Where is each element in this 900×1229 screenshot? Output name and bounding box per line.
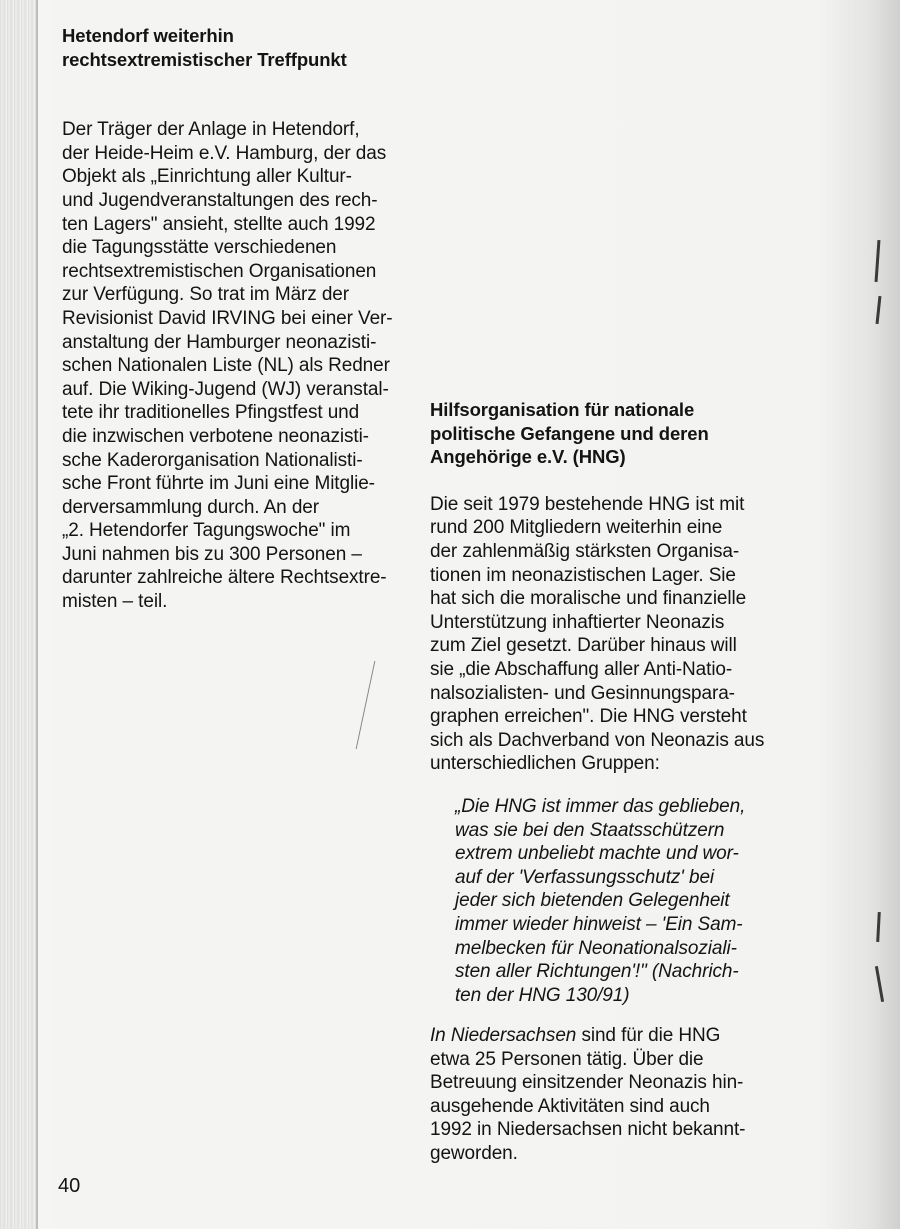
heading-line: Hetendorf weiterhin: [62, 25, 234, 46]
text-line: Objekt als „Einrichtung aller Kultur-: [62, 166, 352, 188]
text-line: sich als Dachverband von Neonazis aus: [430, 729, 765, 751]
left-column: [62, 24, 402, 614]
scan-artifact: [875, 240, 881, 282]
heading-line: Angehörige e.V. (HNG): [430, 446, 626, 468]
quote-line: auf der 'Verfassungsschutz' bei: [455, 866, 715, 888]
text-line: darunter zahlreiche ältere Rechtsextre-: [62, 567, 387, 589]
niedersachsen-paragraph: [430, 1024, 780, 1166]
heading-line: rechtsextremistischer Treffpunkt: [62, 48, 347, 70]
text-line: zur Verfügung. So trat im März der: [62, 284, 349, 306]
quote-line: „Die HNG ist immer das geblieben,: [455, 796, 746, 817]
text-line: schen Nationalen Liste (NL) als Redner: [62, 355, 390, 377]
text-line: Revisionist David IRVING bei einer Ver-: [62, 307, 393, 329]
text-line: der zahlenmäßig stärksten Organisa-: [430, 540, 740, 562]
scan-artifact: [356, 661, 376, 749]
text-line: anstaltung der Hamburger neonazisti-: [62, 331, 377, 353]
text-line: und Jugendveranstaltungen des rech-: [62, 189, 378, 211]
text-line: Die seit 1979 bestehende HNG ist mit: [430, 493, 745, 515]
text-line: tete ihr traditionelles Pfingstfest und: [62, 402, 360, 424]
text-line: rechtsextremistischen Organisationen: [62, 260, 377, 282]
text-line: Der Träger der Anlage in Hetendorf,: [62, 119, 360, 141]
quote-line: jeder sich bietenden Gelegenheit: [455, 890, 730, 912]
page-binding-shadow: [0, 0, 38, 1229]
text-line: geworden.: [430, 1142, 518, 1164]
quote-line: was sie bei den Staatsschützern: [455, 819, 725, 841]
quote-line: extrem unbeliebt machte und wor-: [455, 843, 739, 865]
scan-artifact: [876, 296, 882, 324]
text-line: Unterstützung inhaftierter Neonazis: [430, 611, 725, 633]
text-line: auf. Die Wiking-Jugend (WJ) veranstal-: [62, 378, 389, 400]
text-line: „2. Hetendorfer Tagungswoche" im: [62, 520, 351, 542]
scan-artifact: [875, 966, 884, 1002]
hng-paragraph: [430, 493, 780, 776]
text-line: 1992 in Niedersachsen nicht bekannt-: [430, 1119, 746, 1141]
text-line: zum Ziel gesetzt. Darüber hinaus will: [430, 635, 737, 657]
text-line: sche Front führte im Juni eine Mitglie-: [62, 473, 375, 495]
text-line: hat sich die moralische und finanzielle: [430, 588, 747, 610]
quote-line: sten aller Richtungen'!" (Nachrich-: [455, 961, 739, 983]
section-heading-hng: [430, 398, 780, 469]
right-column: [430, 398, 780, 776]
text-line: rund 200 Mitgliedern weiterhin eine: [430, 517, 723, 539]
text-line: der Heide-Heim e.V. Hamburg, der das: [62, 142, 387, 164]
text-line: Juni nahmen bis zu 300 Personen –: [62, 543, 362, 565]
text-fragment: sind für die HNG: [576, 1025, 721, 1046]
page-number: 40: [58, 1175, 81, 1197]
text-line: sie „die Abschaffung aller Anti-Natio-: [430, 658, 733, 680]
heading-line: Hilfsorganisation für nationale: [430, 399, 695, 420]
hng-quote: [455, 795, 785, 1007]
quote-line: ten der HNG 130/91): [455, 984, 630, 1006]
hetendorf-paragraph: [62, 118, 402, 613]
quote-line: melbecken für Neonationalsoziali-: [455, 937, 737, 959]
text-line: ausgehende Aktivitäten sind auch: [430, 1095, 710, 1117]
text-line: ten Lagers" ansieht, stellte auch 1992: [62, 213, 376, 235]
binding-edge: [36, 0, 38, 1229]
text-line: [430, 1024, 780, 1048]
text-line: Betreuung einsitzender Neonazis hin-: [430, 1072, 744, 1094]
text-line: die Tagungsstätte verschiedenen: [62, 237, 337, 259]
text-line: nalsozialisten- und Gesinnungspara-: [430, 682, 735, 704]
text-line: unterschiedlichen Gruppen:: [430, 753, 660, 775]
text-line: etwa 25 Personen tätig. Über die: [430, 1048, 704, 1070]
region-emphasis: In Niedersachsen: [430, 1025, 577, 1046]
text-line: misten – teil.: [62, 591, 168, 613]
text-line: graphen erreichen". Die HNG versteht: [430, 706, 747, 728]
text-line: die inzwischen verbotene neonazisti-: [62, 425, 369, 447]
heading-line: politische Gefangene und deren: [430, 422, 709, 444]
text-line: derversammlung durch. An der: [62, 496, 319, 518]
quote-line: immer wieder hinweist – 'Ein Sam-: [455, 913, 743, 935]
text-line: tionen im neonazistischen Lager. Sie: [430, 564, 736, 586]
scan-artifact: [876, 912, 881, 942]
text-line: sche Kaderorganisation Nationalisti-: [62, 449, 363, 471]
section-heading-hetendorf: [62, 24, 402, 71]
